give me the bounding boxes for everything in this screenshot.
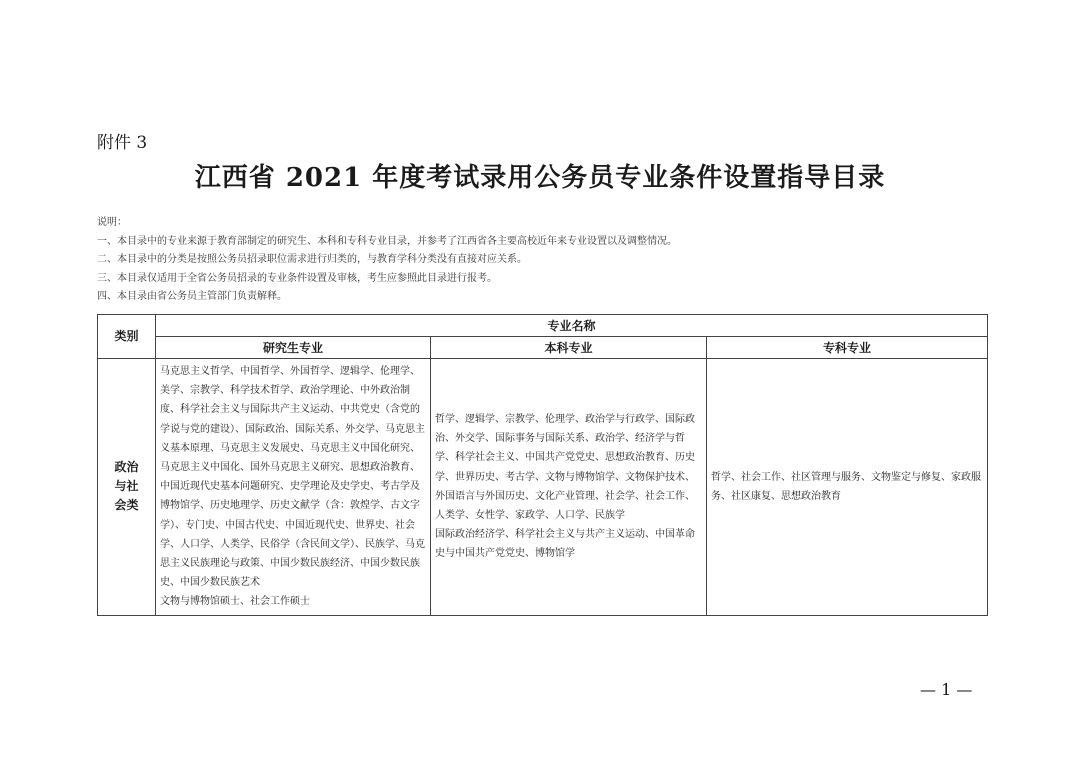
notes-block [97,214,677,307]
undergraduate-cell [431,359,707,616]
page-number: — 1 — [920,680,973,699]
note-item-4: 四、本目录由省公务员主管部门负责解释。 [97,291,287,303]
graduate-cell [156,359,431,616]
attachment-label: 附件 3 [97,133,148,153]
document-title: 江西省 2021 年度考试录用公务员专业条件设置指导目录 [194,163,886,193]
undergraduate-legacy-majors: 国际政治经济学、科学社会主义与共产主义运动、中国革命史与中国共产党党史、博物馆学 [435,529,695,560]
category-cell [98,359,156,616]
table-row [98,359,988,616]
undergraduate-header: 本科专业 [431,337,707,359]
graduate-header: 研究生专业 [156,337,431,359]
junior-college-header: 专科专业 [707,337,988,359]
category-label: 政治与社会类 [114,460,139,513]
graduate-majors: 马克思主义哲学、中国哲学、外国哲学、逻辑学、伦理学、美学、宗教学、科学技术哲学、政治学理论、中外政治制度、科学社会主义与国际共产主义运动、中共党史（含党的学说与党的建设）、国际政治、国际关系、外交学、马克思主义基本原理、马克思主义发展史、马克思主义中国化研究、马克思主义中国化、国外马克思主义研究、思想政治教育、中国近现代史基本问题研究、史学理论及史学史、考古学及博物馆学、历史地理学、历史文献学（含：敦煌学、古文字学）、专门史、中国古代史、中国近现代史、世界史、社会学、人口学、人类学、民俗学（含民间文学）、民族学、马克思主义民族理论与政策、中国少数民族经济、中国少数民族史、中国少数民族艺术 [160,366,425,589]
major-catalog-table [97,314,988,616]
junior-college-cell [707,359,988,616]
category-header: 类别 [98,315,156,359]
note-heading: 说明： [97,217,127,228]
note-item-2: 二、本目录中的分类是按照公务员招录职位需求进行归类的，与教育学科分类没有直接对应关系。 [97,254,527,266]
undergraduate-majors: 哲学、逻辑学、宗教学、伦理学、政治学与行政学、国际政治、外交学、国际事务与国际关系、政治学、经济学与哲学、科学社会主义、中国共产党党史、思想政治教育、历史学、世界历史、考古学、文物与博物馆学、文物保护技术、外国语言与外国历史、文化产业管理、社会学、社会工作、人类学、女性学、家政学、人口学、民族学 [435,414,695,522]
note-item-1: 一、本目录中的专业来源于教育部制定的研究生、本科和专科专业目录，并参考了江西省各主要高校近年来专业设置以及调整情况。 [97,235,677,247]
graduate-professional-majors: 文物与博物馆硕士、社会工作硕士 [160,596,310,608]
note-item-3: 三、本目录仅适用于全省公务员招录的专业条件设置及审核，考生应参照此目录进行报考。 [97,272,497,284]
junior-college-majors: 哲学、社会工作、社区管理与服务、文物鉴定与修复、家政服务、社区康复、思想政治教育 [711,471,981,502]
major-name-header: 专业名称 [156,315,988,337]
